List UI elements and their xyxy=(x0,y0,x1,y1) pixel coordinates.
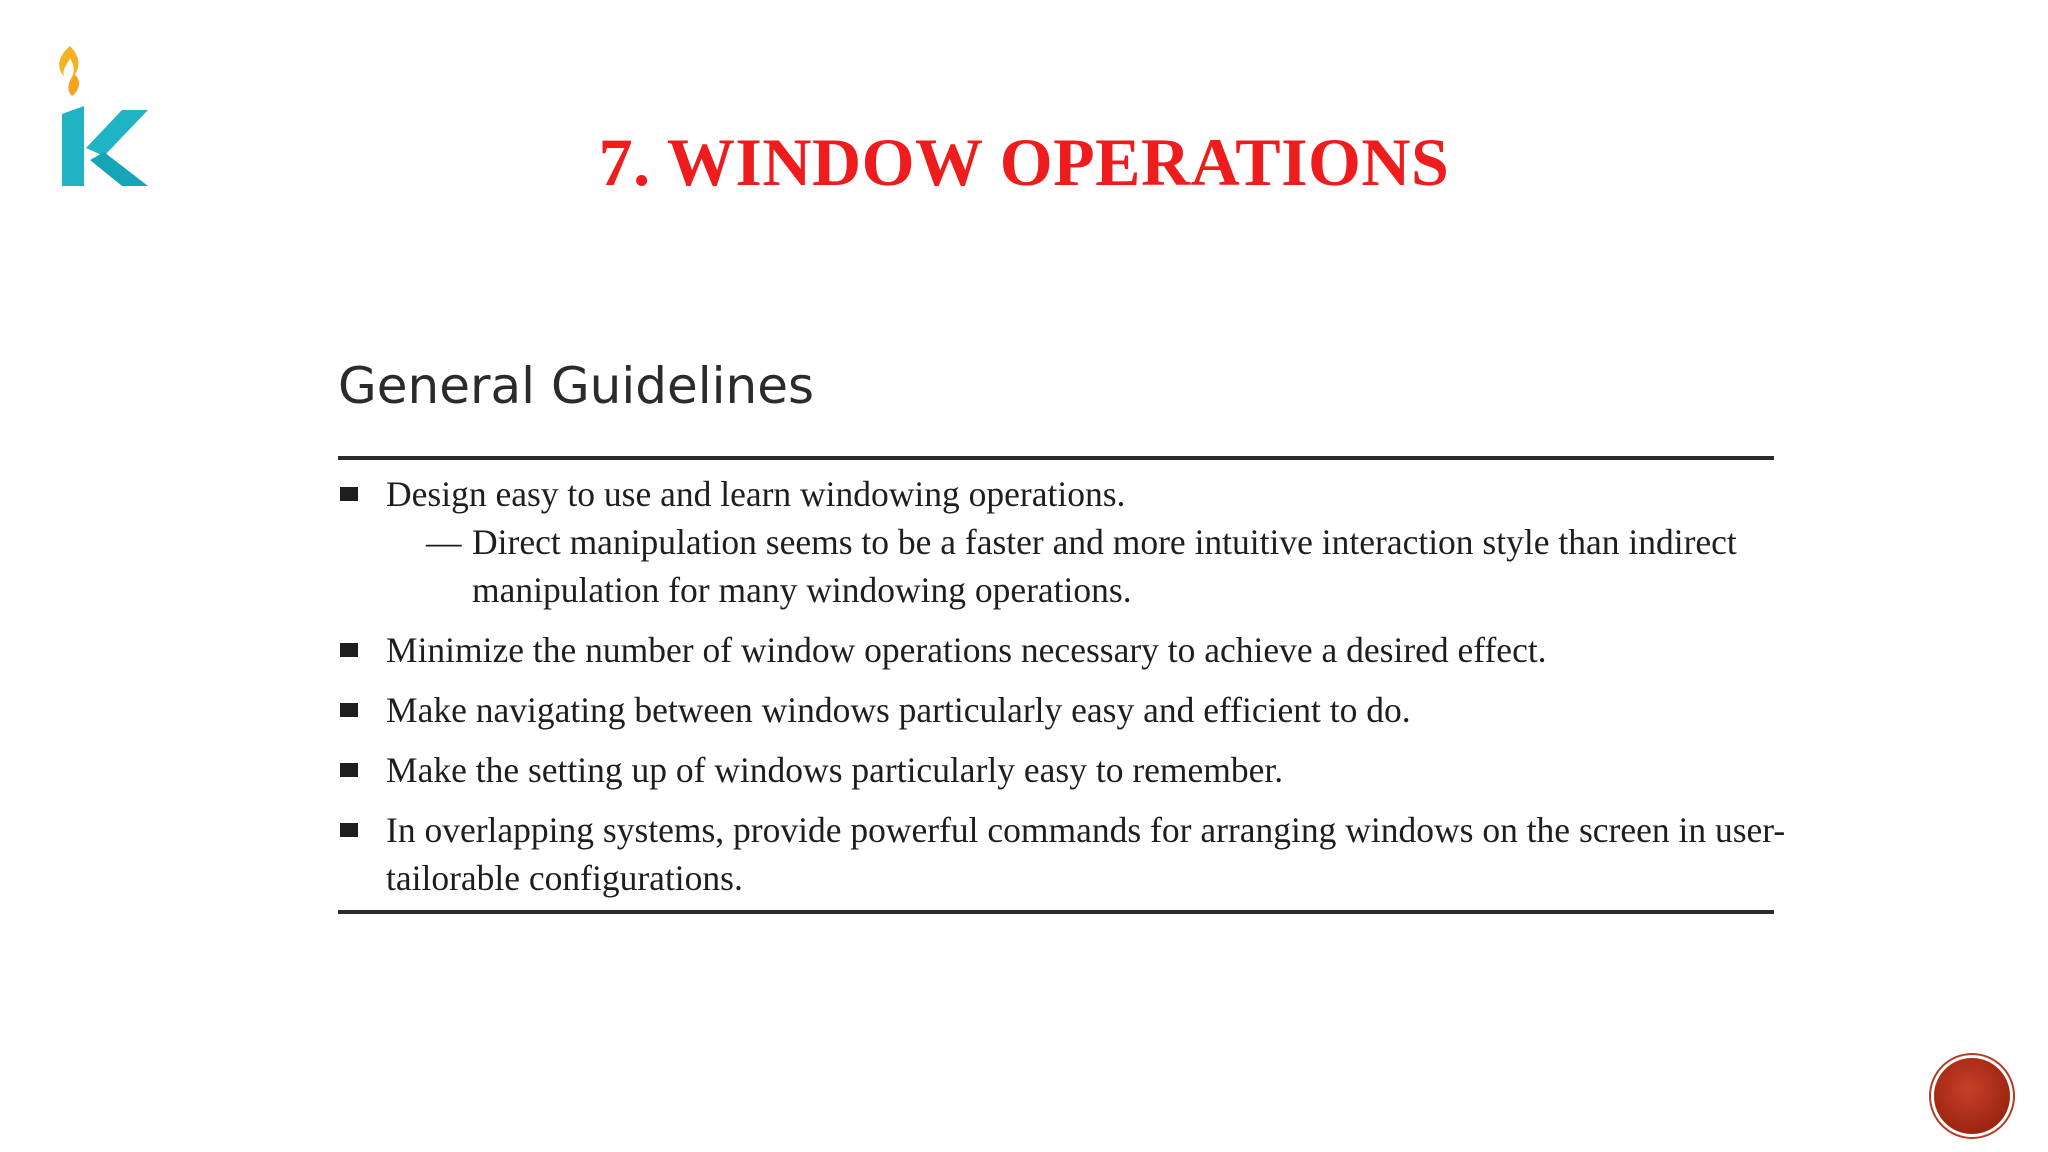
top-divider xyxy=(338,456,1774,460)
list-item xyxy=(338,626,1808,674)
square-bullet-icon xyxy=(340,763,358,777)
bottom-divider xyxy=(338,910,1774,914)
guideline-list xyxy=(338,464,1808,914)
section-heading: General Guidelines xyxy=(338,357,815,415)
list-item-text: Minimize the number of window operations necessary to achieve a desired effect. xyxy=(386,630,1547,670)
list-item xyxy=(338,470,1808,614)
next-slide-button-icon[interactable] xyxy=(1934,1058,2010,1134)
list-item-text: In overlapping systems, provide powerful commands for arranging windows on the screen in user-tailorable configurations. xyxy=(386,810,1786,898)
list-item-text: Make navigating between windows particularly easy and efficient to do. xyxy=(386,690,1411,730)
list-item-text: Make the setting up of windows particularly easy to remember. xyxy=(386,750,1284,790)
slide-title: 7. WINDOW OPERATIONS xyxy=(598,124,1450,200)
square-bullet-icon xyxy=(340,643,358,657)
sub-list-item-text: Direct manipulation seems to be a faster and more intuitive interaction style than indirect manipulation for many windowing operations. xyxy=(472,522,1737,610)
square-bullet-icon xyxy=(340,823,358,837)
square-bullet-icon xyxy=(340,703,358,717)
list-item xyxy=(338,806,1808,902)
list-item xyxy=(338,746,1808,794)
dash-marker: — xyxy=(426,522,462,562)
square-bullet-icon xyxy=(340,487,358,501)
list-item-text: Design easy to use and learn windowing operations. xyxy=(386,474,1126,514)
list-item xyxy=(338,686,1808,734)
sub-list-item xyxy=(426,518,1808,614)
